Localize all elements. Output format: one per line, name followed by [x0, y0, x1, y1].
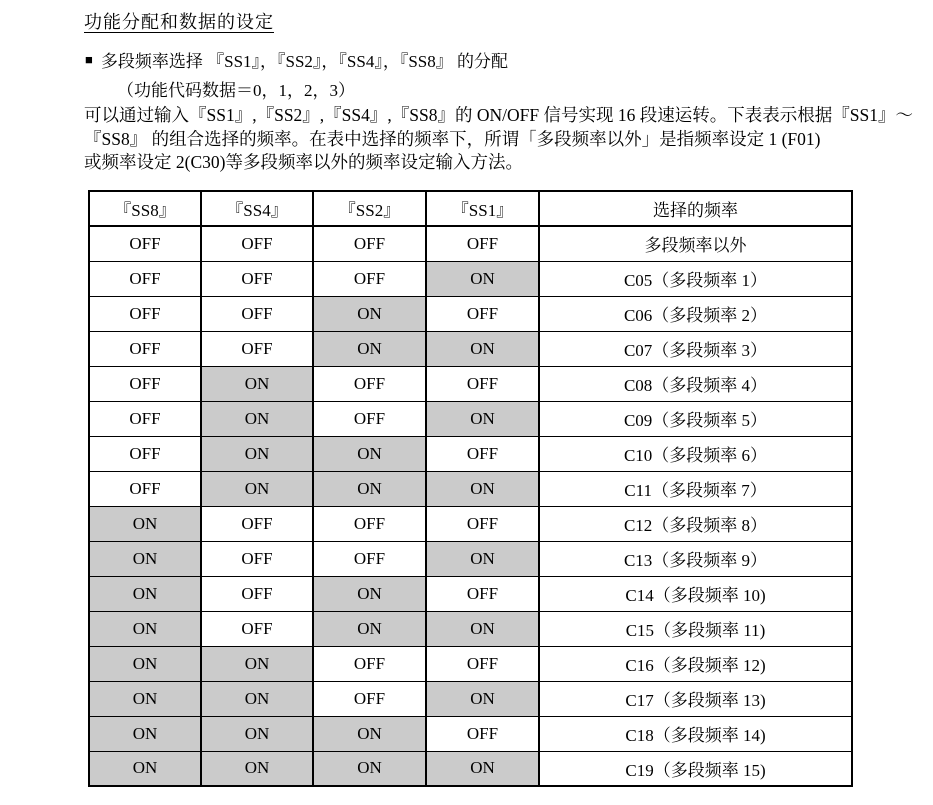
selected-frequency-cell: C15（多段频率 11): [539, 611, 852, 646]
selected-frequency-cell: C16（多段频率 12): [539, 646, 852, 681]
table-row: [89, 471, 852, 506]
signal-state-cell: ON: [313, 471, 426, 506]
signal-state-cell: ON: [201, 366, 313, 401]
page-title: 功能分配和数据的设定: [84, 12, 274, 32]
signal-state-cell: ON: [89, 506, 201, 541]
table-row: [89, 541, 852, 576]
signal-state-cell: ON: [313, 331, 426, 366]
signal-state-cell: OFF: [313, 681, 426, 716]
table-header-row: [89, 191, 852, 226]
table-row: [89, 366, 852, 401]
signal-state-cell: ON: [426, 751, 539, 786]
signal-state-cell: OFF: [313, 646, 426, 681]
signal-state-cell: ON: [201, 401, 313, 436]
signal-state-cell: ON: [201, 646, 313, 681]
table-row: [89, 401, 852, 436]
table-row: [89, 681, 852, 716]
signal-state-cell: OFF: [313, 226, 426, 261]
table-row: [89, 261, 852, 296]
signal-state-cell: OFF: [89, 471, 201, 506]
selected-frequency-cell: C07（多段频率 3）: [539, 331, 852, 366]
paragraph-line: 或频率设定 2(C30)等多段频率以外的频率设定输入方法。: [84, 152, 523, 172]
table-row: [89, 296, 852, 331]
signal-state-cell: ON: [313, 716, 426, 751]
selected-frequency-cell: 多段频率以外: [539, 226, 852, 261]
signal-state-cell: ON: [426, 401, 539, 436]
signal-state-cell: OFF: [201, 226, 313, 261]
signal-state-cell: ON: [426, 471, 539, 506]
signal-state-cell: ON: [313, 611, 426, 646]
selected-frequency-cell: C10（多段频率 6）: [539, 436, 852, 471]
signal-state-cell: ON: [426, 681, 539, 716]
table-row: [89, 436, 852, 471]
table-header-cell: 选择的频率: [539, 191, 852, 226]
signal-state-cell: ON: [89, 611, 201, 646]
signal-state-cell: ON: [201, 681, 313, 716]
signal-state-cell: OFF: [426, 296, 539, 331]
table-row: [89, 506, 852, 541]
table-row: [89, 226, 852, 261]
signal-state-cell: ON: [313, 751, 426, 786]
signal-state-cell: OFF: [313, 366, 426, 401]
signal-state-cell: OFF: [201, 331, 313, 366]
signal-state-cell: OFF: [313, 541, 426, 576]
selected-frequency-cell: C08（多段频率 4）: [539, 366, 852, 401]
frequency-selection-table: [88, 190, 853, 787]
signal-state-cell: OFF: [201, 611, 313, 646]
signal-state-cell: OFF: [426, 226, 539, 261]
section-subheading: （功能代码数据＝0，1，2，3）: [117, 81, 355, 100]
signal-state-cell: ON: [426, 541, 539, 576]
signal-state-cell: OFF: [201, 506, 313, 541]
signal-state-cell: ON: [201, 436, 313, 471]
signal-state-cell: OFF: [89, 261, 201, 296]
signal-state-cell: OFF: [89, 436, 201, 471]
signal-state-cell: ON: [201, 751, 313, 786]
selected-frequency-cell: C11（多段频率 7）: [539, 471, 852, 506]
signal-state-cell: ON: [313, 436, 426, 471]
signal-state-cell: ON: [201, 471, 313, 506]
paragraph-line: 『SS8』 的组合选择的频率。在表中选择的频率下，所谓「多段频率以外」是指频率设定 1 (F01): [84, 128, 821, 149]
selected-frequency-cell: C06（多段频率 2）: [539, 296, 852, 331]
selected-frequency-cell: C09（多段频率 5）: [539, 401, 852, 436]
selected-frequency-cell: C19（多段频率 15): [539, 751, 852, 786]
section-heading-line: [85, 47, 508, 72]
section-heading: 多段频率选择 『SS1』，『SS2』，『SS4』，『SS8』 的分配: [100, 52, 508, 71]
signal-state-cell: ON: [89, 541, 201, 576]
signal-state-cell: OFF: [201, 296, 313, 331]
signal-state-cell: OFF: [201, 576, 313, 611]
signal-state-cell: OFF: [426, 646, 539, 681]
signal-state-cell: ON: [426, 331, 539, 366]
signal-state-cell: ON: [201, 716, 313, 751]
signal-state-cell: OFF: [426, 716, 539, 751]
table-row: [89, 611, 852, 646]
signal-state-cell: ON: [426, 261, 539, 296]
selected-frequency-cell: C14（多段频率 10): [539, 576, 852, 611]
signal-state-cell: OFF: [426, 436, 539, 471]
paragraph-line: 可以通过输入『SS1』,『SS2』,『SS4』,『SS8』的 ON/OFF 信号实现 16 段速运转。下表表示根据『SS1』～: [84, 105, 913, 125]
table-header-cell: 『SS4』: [201, 191, 313, 226]
signal-state-cell: OFF: [201, 541, 313, 576]
signal-state-cell: ON: [89, 681, 201, 716]
selected-frequency-cell: C12（多段频率 8）: [539, 506, 852, 541]
table-row: [89, 331, 852, 366]
signal-state-cell: OFF: [89, 296, 201, 331]
signal-state-cell: OFF: [313, 506, 426, 541]
signal-state-cell: OFF: [426, 366, 539, 401]
signal-state-cell: ON: [89, 751, 201, 786]
signal-state-cell: OFF: [313, 261, 426, 296]
signal-state-cell: ON: [313, 296, 426, 331]
signal-state-cell: OFF: [313, 401, 426, 436]
signal-state-cell: OFF: [89, 401, 201, 436]
table-row: [89, 751, 852, 786]
selected-frequency-cell: C13（多段频率 9）: [539, 541, 852, 576]
table-header-cell: 『SS2』: [313, 191, 426, 226]
signal-state-cell: ON: [426, 611, 539, 646]
selected-frequency-cell: C05（多段频率 1）: [539, 261, 852, 296]
signal-state-cell: OFF: [89, 366, 201, 401]
selected-frequency-cell: C17（多段频率 13): [539, 681, 852, 716]
table-row: [89, 716, 852, 751]
signal-state-cell: ON: [89, 576, 201, 611]
signal-state-cell: OFF: [201, 261, 313, 296]
table-header-cell: 『SS8』: [89, 191, 201, 226]
signal-state-cell: OFF: [89, 226, 201, 261]
signal-state-cell: OFF: [426, 506, 539, 541]
square-bullet-icon: ■: [85, 52, 93, 67]
signal-state-cell: OFF: [426, 576, 539, 611]
table-header-cell: 『SS1』: [426, 191, 539, 226]
selected-frequency-cell: C18（多段频率 14): [539, 716, 852, 751]
signal-state-cell: ON: [89, 716, 201, 751]
table-row: [89, 646, 852, 681]
signal-state-cell: OFF: [89, 331, 201, 366]
body-paragraph: [84, 104, 913, 175]
signal-state-cell: ON: [313, 576, 426, 611]
signal-state-cell: ON: [89, 646, 201, 681]
table-row: [89, 576, 852, 611]
